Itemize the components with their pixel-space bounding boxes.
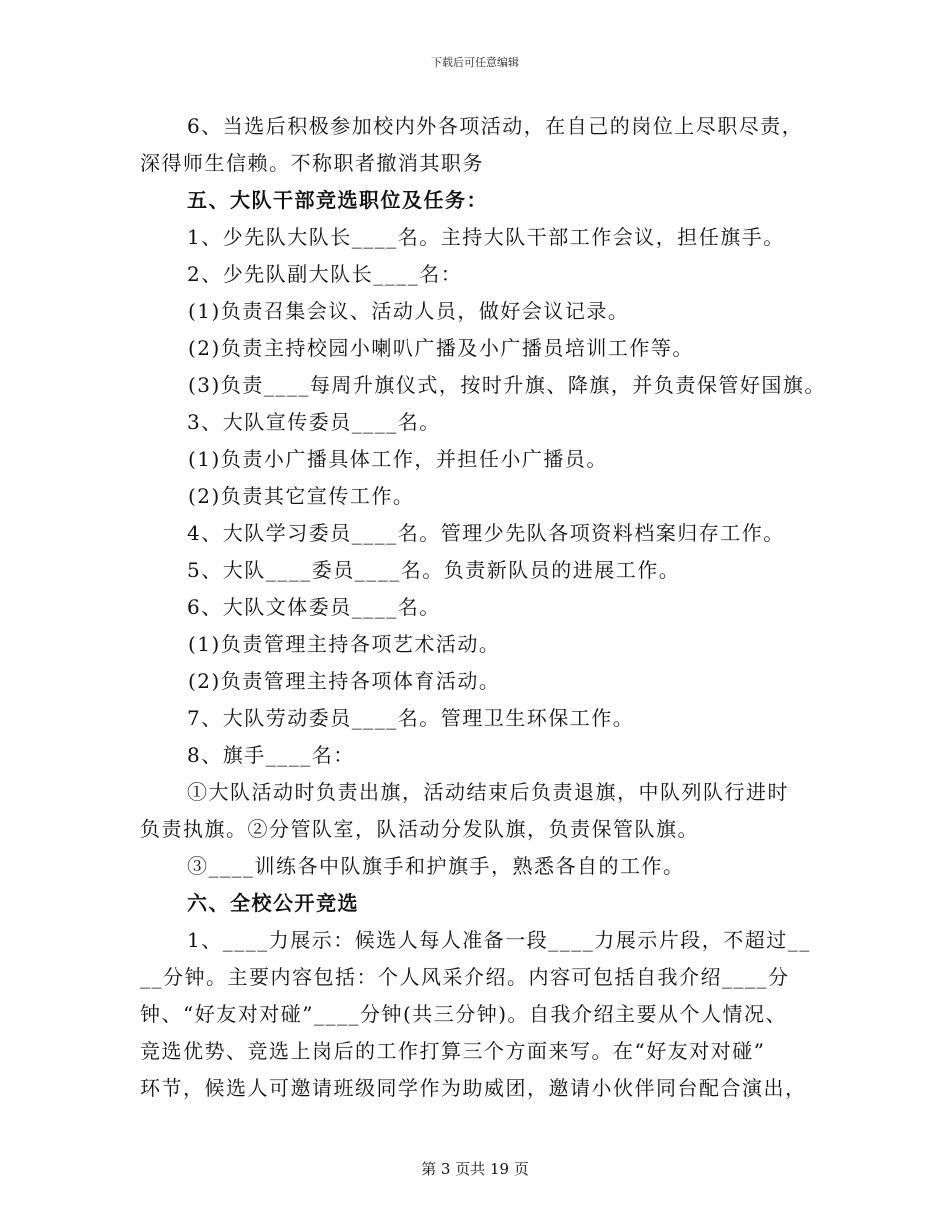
- section-heading: 五、大队干部竞选职位及任务：: [187, 188, 488, 212]
- text-line: 4、大队学习委员____名。管理少先队各项资料档案归存工作。: [187, 521, 785, 545]
- text-line: 1、少先队大队长____名。主持大队干部工作会议，担任旗手。: [187, 225, 785, 249]
- text-line: (1)负责召集会议、活动人员，做好会议记录。: [188, 299, 630, 323]
- page-header: 下载后可任意编辑: [431, 56, 519, 69]
- text-line: 钟、“好友对对碰”____分钟(共三分钟)。自我介绍主要从个人情况、: [140, 1002, 788, 1026]
- text-line: (3)负责____每周升旗仪式，按时升旗、降旗，并负责保管好国旗。: [188, 373, 826, 397]
- text-line: 深得师生信赖。不称职者撤消其职务: [140, 151, 484, 175]
- text-line: (1)负责小广播具体工作，并担任小广播员。: [188, 447, 608, 471]
- text-line: __分钟。主要内容包括：个人风采介绍。内容可包括自我介绍____分: [140, 965, 790, 989]
- section-heading: 六、全校公开竞选: [187, 891, 359, 915]
- text-line: (2)负责其它宣传工作。: [188, 484, 415, 508]
- text-line: 6、当选后积极参加校内外各项活动，在自己的岗位上尽职尽责，: [187, 114, 804, 138]
- text-line: 3、大队宣传委员____名。: [187, 410, 441, 434]
- text-line: 7、大队劳动委员____名。管理卫生环保工作。: [187, 706, 635, 730]
- text-line: 竞选优势、竞选上岗后的工作打算三个方面来写。在“好友对对碰”: [140, 1039, 766, 1063]
- text-line: ①大队活动时负责出旗，活动结束后负责退旗，中队列队行进时: [187, 780, 789, 804]
- page-footer: 第 3 页共 19 页: [421, 1160, 529, 1178]
- text-line: 5、大队____委员____名。负责新队员的进展工作。: [187, 558, 681, 582]
- text-line: 环节，候选人可邀请班级同学作为助威团，邀请小伙伴同台配合演出，: [140, 1076, 807, 1100]
- text-line: 1、____力展示：候选人每人准备一段____力展示片段，不超过__: [187, 928, 811, 952]
- text-line: (2)负责管理主持各项体育活动。: [188, 669, 501, 693]
- text-line: 负责执旗。②分管队室，队活动分发队旗，负责保管队旗。: [140, 817, 699, 841]
- text-line: (2)负责主持校园小喇叭广播及小广播员培训工作等。: [188, 336, 694, 360]
- document-body: [140, 108, 840, 1107]
- text-line: 8、旗手____名：: [187, 743, 355, 767]
- text-line: (1)负责管理主持各项艺术活动。: [188, 632, 501, 656]
- text-line: ③____训练各中队旗手和护旗手，熟悉各自的工作。: [187, 854, 685, 878]
- text-line: 2、少先队副大队长____名：: [187, 262, 463, 286]
- text-line: 6、大队文体委员____名。: [187, 595, 441, 619]
